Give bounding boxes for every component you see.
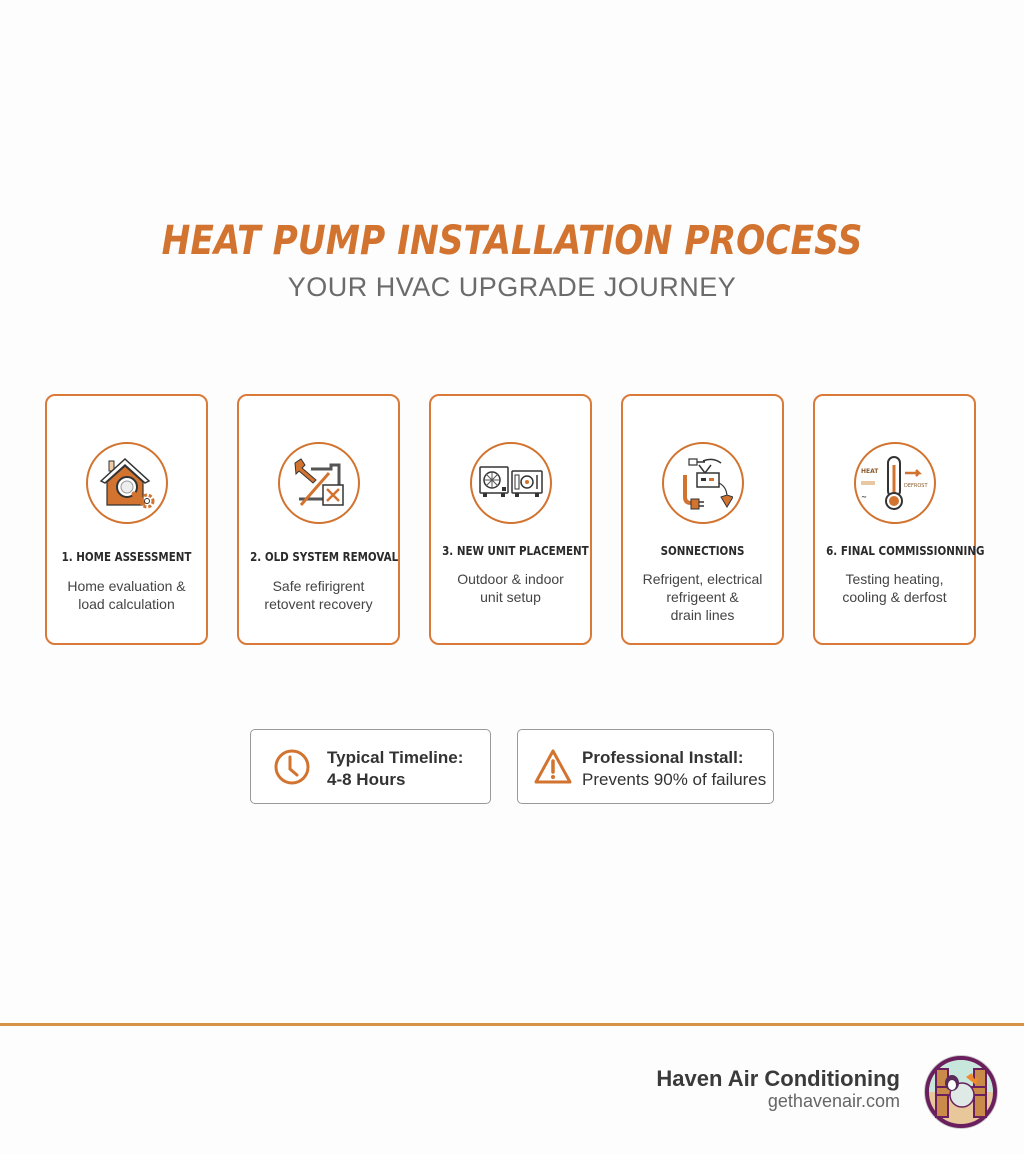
step-title: 2. OLD SYSTEM REMOVAL	[250, 550, 399, 564]
step-title: SONNECTIONS	[660, 544, 745, 558]
footer-divider	[0, 1023, 1024, 1026]
step-desc-line: Refrigent, electrical	[642, 571, 763, 587]
icon-label-heat: HEAT	[861, 468, 879, 475]
step-desc-line: unit setup	[480, 589, 541, 605]
step-description	[247, 577, 390, 613]
icon-label-defrost: DEFROST	[904, 483, 928, 489]
professional-install-value: Prevents 90% of failures	[582, 770, 767, 789]
step-title: 6. FINAL COMMISSIONNING	[826, 544, 985, 558]
step-description	[439, 570, 582, 606]
step-desc-line: drain lines	[670, 607, 735, 623]
timeline-info-box	[250, 729, 491, 804]
page-subtitle: YOUR HVAC UPGRADE JOURNEY	[287, 272, 737, 302]
house-magnifier-gear-icon	[86, 442, 168, 524]
plug-connections-icon	[662, 442, 744, 524]
step-desc-line: refrigeent &	[666, 589, 739, 605]
step-card-old-system-removal	[237, 394, 400, 645]
wrench-pipe-removal-icon	[278, 442, 360, 524]
step-card-home-assessment	[45, 394, 208, 645]
step-title: 1. HOME ASSESSMENT	[61, 550, 192, 564]
brand-url[interactable]: gethavenair.com	[767, 1091, 900, 1111]
step-desc-line: cooling & derfost	[842, 589, 947, 605]
outdoor-indoor-unit-icon	[470, 442, 552, 524]
step-description	[823, 570, 966, 606]
step-desc-line: load calculation	[78, 596, 175, 612]
step-card-final-commissioning	[813, 394, 985, 645]
step-desc-line: Safe refirigrent	[272, 578, 365, 594]
step-description	[631, 570, 774, 624]
step-title: 3. NEW UNIT PLACEMENT	[442, 544, 589, 558]
step-desc-line: Outdoor & indoor	[457, 571, 564, 587]
timeline-label: Typical Timeline:	[327, 748, 464, 767]
step-desc-line: Testing heating,	[845, 571, 944, 587]
step-desc-line: retovent recovery	[264, 596, 373, 612]
timeline-value: 4-8 Hours	[327, 770, 406, 789]
thermometer-icon	[854, 442, 936, 524]
warning-icon	[534, 748, 572, 786]
svg-text:~: ~	[861, 493, 867, 501]
clock-icon	[273, 748, 311, 786]
step-desc-line: Home evaluation &	[67, 578, 186, 594]
brand-name: Haven Air Conditioning	[656, 1066, 900, 1091]
professional-install-info-box	[517, 729, 774, 804]
step-description	[55, 577, 198, 613]
page-title: HEAT PUMP INSTALLATION PROCESS	[161, 218, 863, 264]
professional-install-label: Professional Install:	[582, 748, 744, 767]
step-card-new-unit-placement	[429, 394, 592, 645]
step-card-connections	[621, 394, 784, 645]
haven-logo-icon	[922, 1053, 1000, 1131]
